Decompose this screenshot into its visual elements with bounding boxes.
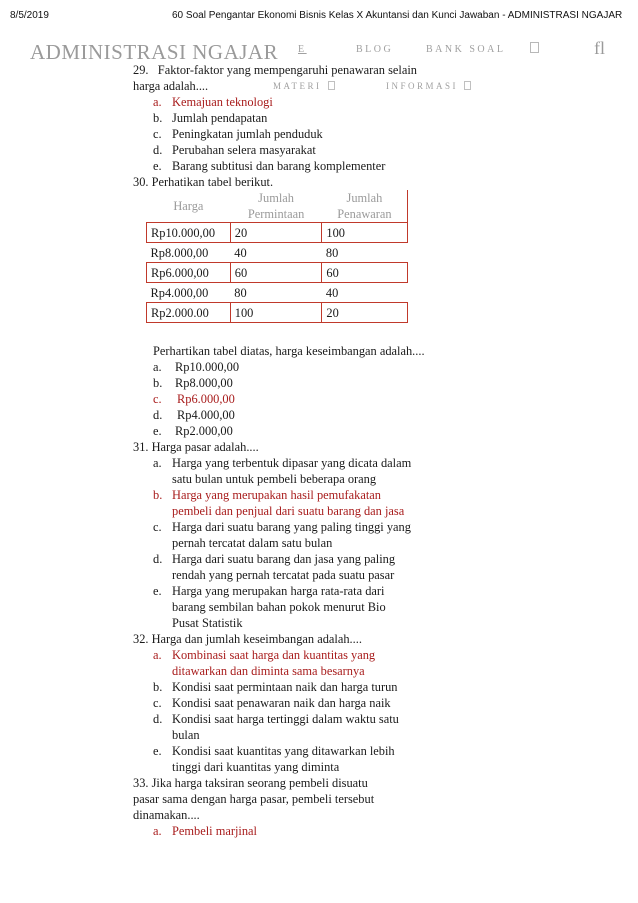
nav-link-informasi[interactable]: INFORMASI (386, 81, 471, 91)
question-stem: Harga dan jumlah keseimbangan adalah.... (151, 632, 362, 646)
question-stem: Faktor-faktor yang mempengaruhi penawaran selain harga adalah.... (133, 63, 417, 93)
menu-icon[interactable]: fl (594, 38, 605, 58)
question-29 (133, 62, 433, 174)
table-row: Rp10.000,00 20 100 (147, 223, 408, 243)
question-number: 29. (133, 63, 149, 77)
site-logo[interactable]: ADMINISTRASI NGAJAR (30, 40, 279, 64)
table-row: Rp4.000,00 80 40 (150, 285, 339, 300)
nav-link-e[interactable]: E (298, 44, 307, 55)
question-stem: Harga pasar adalah.... (151, 440, 259, 454)
question-30 (133, 174, 433, 439)
question-prompt: Perhartikan tabel diatas, harga keseimbangan adalah.... (153, 344, 425, 358)
question-stem: Perhatikan tabel berikut. (151, 175, 274, 189)
question-33 (133, 775, 433, 839)
option-b: b. Harga yang merupakan hasil pemufakatan pembeli dan penjual dari suatu barang dan jasa (153, 488, 405, 518)
table-row: Rp6.000,00 60 60 (147, 263, 408, 283)
market-table (146, 190, 408, 323)
option-d: d. Perubahan selera masyarakat (153, 143, 316, 157)
question-number: 31. (133, 440, 149, 454)
nav-link-blog[interactable]: BLOG (356, 44, 394, 55)
option-c: c. Kondisi saat penawaran naik dan harga naik (153, 696, 391, 710)
question-31 (133, 439, 433, 631)
header-permintaan: Jumlah Permintaan (247, 191, 305, 221)
question-number: 33. (133, 776, 149, 790)
option-d: d. Rp4.000,00 (153, 408, 235, 422)
option-b: b. Jumlah pendapatan (153, 111, 268, 125)
question-number: 30. (133, 175, 149, 189)
option-d: d. Harga dari suatu barang dan jasa yang paling rendah yang pernah tercatat pada suatu pasar (153, 552, 396, 582)
question-stem: Jika harga taksiran seorang pembeli disuatu pasar sama dengan harga pasar, pembeli tersebut dinamakan.... (133, 776, 375, 822)
question-content (133, 62, 433, 839)
option-a: a. Kombinasi saat harga dan kuantitas yang ditawarkan dan diminta sama besarnya (153, 648, 376, 678)
option-e: e. Rp2.000,00 (153, 424, 233, 438)
option-c: c. Peningkatan jumlah penduduk (153, 127, 323, 141)
nav-link-materi[interactable]: MATERI (273, 81, 335, 91)
print-title: 60 Soal Pengantar Ekonomi Bisnis Kelas X Akuntansi dan Kunci Jawaban - ADMINISTRASI NGAJAR (172, 10, 623, 21)
informasi-dropdown-icon (464, 81, 471, 90)
option-a: a. Rp10.000,00 (153, 360, 240, 374)
option-d: d. Kondisi saat harga tertinggi dalam waktu satu bulan (153, 712, 399, 742)
option-e: e. Barang subtitusi dan barang komplementer (153, 159, 386, 173)
option-a: a. Pembeli marjinal (153, 824, 257, 838)
header-harga: Harga (173, 199, 204, 213)
option-a: a. Kemajuan teknologi (153, 95, 273, 109)
option-e: e. Harga yang merupakan harga rata-rata dari barang sembilan bahan pokok menurut Bio Pusat Statistik (153, 584, 386, 630)
option-b: b. Rp8.000,00 (153, 376, 233, 390)
option-c: c. Harga dari suatu barang yang paling tinggi yang pernah tercatat dalam satu bulan (153, 520, 411, 550)
option-a: a. Harga yang terbentuk dipasar yang dicata dalam satu bulan untuk pembeli beberapa orang (153, 456, 412, 486)
nav-dropdown-icon[interactable] (530, 42, 539, 53)
question-32 (133, 631, 433, 775)
header-penawaran: Jumlah Penawaran (322, 190, 408, 223)
print-date: 8/5/2019 (10, 10, 49, 21)
nav-link-bank-soal[interactable]: BANK SOAL (426, 44, 506, 55)
table-row: Rp2.000.00 100 20 (147, 303, 408, 323)
option-e: e. Kondisi saat kuantitas yang ditawarkan lebih tinggi dari kuantitas yang diminta (153, 744, 395, 774)
table-row: Rp8.000,00 40 80 (150, 245, 339, 260)
option-c: c. Rp6.000,00 (153, 392, 235, 406)
question-number: 32. (133, 632, 149, 646)
option-b: b. Kondisi saat permintaan naik dan harga turun (153, 680, 398, 694)
